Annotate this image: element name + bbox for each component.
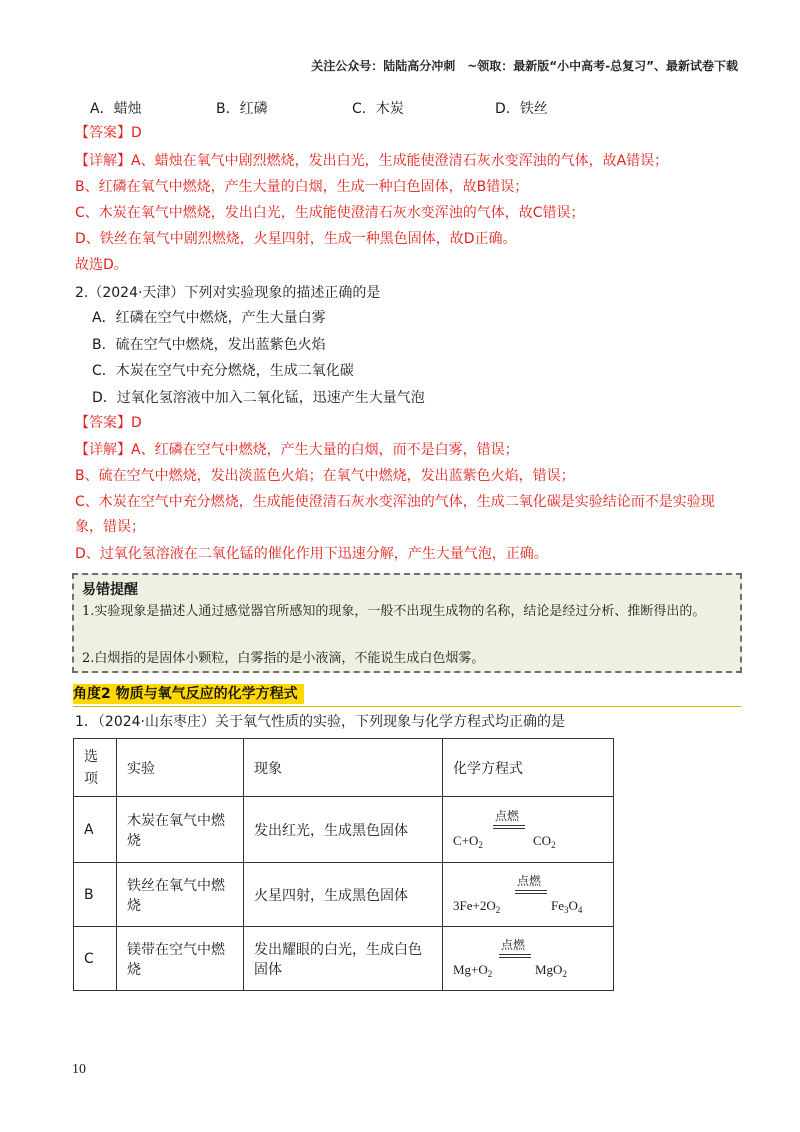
section-heading-label: 角度2 物质与氧气反应的化学方程式 [73, 684, 304, 704]
row-option: C [74, 927, 117, 991]
prev-conclusion: 故选D。 [75, 257, 128, 273]
table-row [74, 927, 614, 991]
table-row [74, 863, 614, 927]
prev-answer: 【答案】D [75, 125, 142, 141]
q2-detail-b: B、硫在空气中燃烧，发出淡蓝色火焰；在氧气中燃烧，发出蓝紫色火焰，错误； [75, 468, 575, 484]
equals-bar-2 [493, 828, 525, 829]
page-number: 10 [72, 1062, 86, 1077]
row-option: A [74, 797, 117, 863]
row-equation [443, 927, 614, 991]
row-equation [443, 863, 614, 927]
equals-bar-1 [499, 954, 531, 955]
prev-option-b: B．红磷 [216, 101, 268, 117]
prev-detail-c: C、木炭在氧气中燃烧，发出白光，生成能使澄清石灰水变浑浊的气体，故C错误； [75, 205, 585, 221]
equation [453, 870, 593, 920]
page-header: 关注公众号：陆陆高分冲刺 ~领取：最新版“小中高考-总复习”、最新试卷下载 [311, 59, 738, 73]
q2-option-a: A．红磷在空气中燃烧，产生大量白雾 [92, 310, 326, 326]
header-experiment: 实验 [117, 739, 244, 797]
equation-reactants: $C+O_2$ [453, 832, 483, 850]
row-phenomenon: 发出耀眼的白光，生成白色固体 [244, 927, 443, 991]
equation-reactants: $3Fe+2O_2$ [453, 897, 501, 915]
q2-detail-d: D、过氧化氢溶液在二氧化锰的催化作用下迅速分解，产生大量气泡，正确。 [75, 546, 548, 562]
q2-option-d: D．过氧化氢溶液中加入二氧化锰，迅速产生大量气泡 [92, 390, 425, 406]
prev-detail-d: D、铁丝在氧气中剧烈燃烧，火星四射，生成一种黑色固体，故D正确。 [75, 231, 517, 247]
row-equation [443, 797, 614, 863]
q2-option-b: B．硫在空气中燃烧，发出蓝紫色火焰 [92, 337, 326, 353]
equals-bar-2 [515, 893, 547, 894]
q2-answer: 【答案】D [75, 415, 142, 431]
q2-option-c: C．木炭在空气中充分燃烧，生成二氧化碳 [92, 363, 354, 379]
prev-detail-b: B、红磷在氧气中燃烧，产生大量的白烟，生成一种白色固体，故B错误； [75, 179, 529, 195]
row-experiment: 铁丝在氧气中燃烧 [117, 863, 244, 927]
row-phenomenon: 火星四射，生成黑色固体 [244, 863, 443, 927]
q2-detail-a: 【详解】A、红磷在空气中燃烧，产生大量的白烟，而不是白雾，错误； [75, 442, 519, 458]
tip-line-2: 2.白烟指的是固体小颗粒，白雾指的是小液滴，不能说生成白色烟雾。 [82, 651, 485, 666]
q1-stem: 1．（2024·山东枣庄）关于氧气性质的实验，下列现象与化学方程式均正确的是 [75, 714, 565, 730]
row-option: B [74, 863, 117, 927]
table-row [74, 797, 614, 863]
q2-stem: 2.（2024·天津）下列对实验现象的描述正确的是 [75, 285, 381, 301]
equation [453, 934, 593, 984]
row-experiment: 木炭在氧气中燃烧 [117, 797, 244, 863]
equals-bar-1 [493, 825, 525, 826]
q2-detail-c: C、木炭在空气中充分燃烧，生成能使澄清石灰水变浑浊的气体，生成二氧化碳是实验结论而不是实验现象，错误； [75, 494, 715, 535]
reaction-condition: 点燃 [501, 937, 526, 952]
prev-option-c: C．木炭 [352, 101, 404, 117]
error-tip-box [72, 573, 742, 673]
header-equation: 化学方程式 [443, 739, 614, 797]
equation-products: $CO_2$ [533, 832, 556, 850]
prev-detail-a: 【详解】A、蜡烛在氧气中剧烈燃烧，发出白光，生成能使澄清石灰水变浑浊的气体，故A错误； [75, 153, 669, 169]
prev-option-a: A．蜡烛 [90, 101, 142, 117]
prev-options [90, 98, 730, 120]
equals-bar-2 [499, 957, 531, 958]
row-experiment: 镁带在空气中燃烧 [117, 927, 244, 991]
reaction-condition: 点燃 [517, 873, 542, 888]
row-phenomenon: 发出红光，生成黑色固体 [244, 797, 443, 863]
tip-title: 易错提醒 [82, 582, 138, 598]
reaction-table [73, 738, 614, 991]
prev-option-d: D．铁丝 [495, 101, 548, 117]
equals-bar-1 [515, 890, 547, 891]
section-heading [73, 684, 741, 707]
header-option: 选项 [74, 739, 117, 797]
equation-reactants: $Mg+O_2$ [453, 961, 493, 979]
reaction-condition: 点燃 [495, 808, 520, 823]
equation-products: $Fe_3O_4$ [551, 897, 583, 915]
equation-products: MgO$_2$ [535, 961, 567, 979]
tip-line-1: 1.实验现象是描述人通过感觉器官所感知的现象，一般不出现生成物的名称，结论是经过分析、推断得出的。 [82, 604, 706, 619]
table-header-row [74, 739, 614, 797]
header-phenomenon: 现象 [244, 739, 443, 797]
equation [453, 805, 593, 855]
